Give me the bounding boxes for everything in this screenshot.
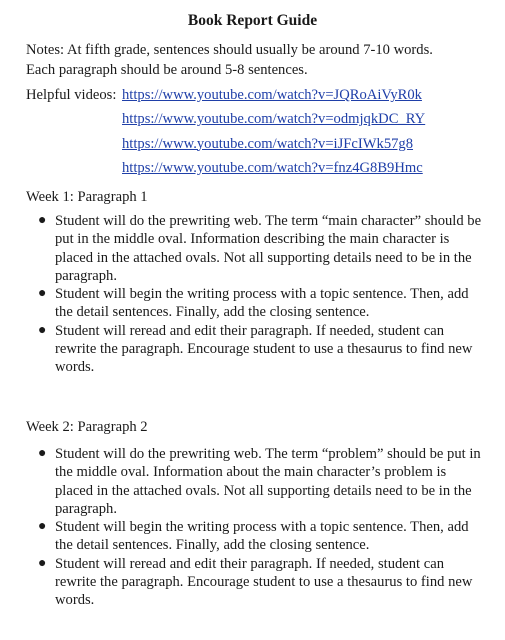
notes	[26, 40, 496, 80]
week-2-bullet-list	[0, 445, 505, 610]
bullet-icon: ●	[38, 322, 47, 338]
bullet-icon: ●	[38, 213, 47, 228]
list-item	[0, 555, 505, 610]
week-2-heading: Week 2: Paragraph 2	[26, 419, 148, 435]
list-item-text: Student will begin the writing process with a topic sentence. Then, add the detail sentences. Finally, add the closing sentence.	[55, 519, 469, 554]
list-item	[0, 285, 505, 322]
bullet-icon: ●	[38, 555, 47, 571]
list-item-text: Student will reread and edit their paragraph. If needed, student can rewrite the paragraph. Encourage student to use a thesaurus to find new words.	[55, 322, 473, 376]
video-links	[122, 85, 425, 182]
list-item	[0, 445, 505, 518]
page-title: Book Report Guide	[187, 12, 318, 29]
notes-line-2: Each paragraph should be around 5-8 sentences.	[26, 62, 308, 78]
bullet-icon: ●	[38, 446, 47, 461]
list-item-text: Student will begin the writing process with a topic sentence. Then, add the detail sentences. Finally, add the closing sentence.	[55, 286, 469, 321]
week-1-heading: Week 1: Paragraph 1	[26, 189, 148, 205]
notes-line-1: Notes: At fifth grade, sentences should usually be around 7-10 words.	[26, 42, 433, 58]
bullet-icon: ●	[38, 286, 47, 302]
list-item	[0, 322, 505, 377]
week-1-bullet-list	[0, 212, 505, 377]
helpful-videos-label: Helpful videos:	[26, 87, 117, 103]
list-item-text: Student will do the prewriting web. The term “problem” should be put in the middle oval. Information about the main character’s problem is placed in the attached ovals. Not all supporting details need to be in the paragraph.	[55, 446, 481, 517]
list-item	[0, 212, 505, 285]
video-link-2[interactable]: https://www.youtube.com/watch?v=odmjqkDC_RY	[122, 111, 426, 128]
bullet-icon: ●	[38, 519, 47, 535]
list-item-text: Student will do the prewriting web. The term “main character” should be put in the middle oval. Information describing the main character is placed in the attached ovals. Not all supporting details need to be in the paragraph.	[55, 213, 482, 284]
video-link-1[interactable]: https://www.youtube.com/watch?v=JQRoAiVyR0k	[122, 87, 422, 103]
list-item	[0, 518, 505, 555]
list-item-text: Student will reread and edit their paragraph. If needed, student can rewrite the paragraph. Encourage student to use a thesaurus to find new words.	[55, 555, 473, 609]
video-link-3[interactable]: https://www.youtube.com/watch?v=iJFcIWk57g8	[122, 135, 414, 152]
video-link-4[interactable]: https://www.youtube.com/watch?v=fnz4G8B9Hmc	[122, 159, 423, 176]
